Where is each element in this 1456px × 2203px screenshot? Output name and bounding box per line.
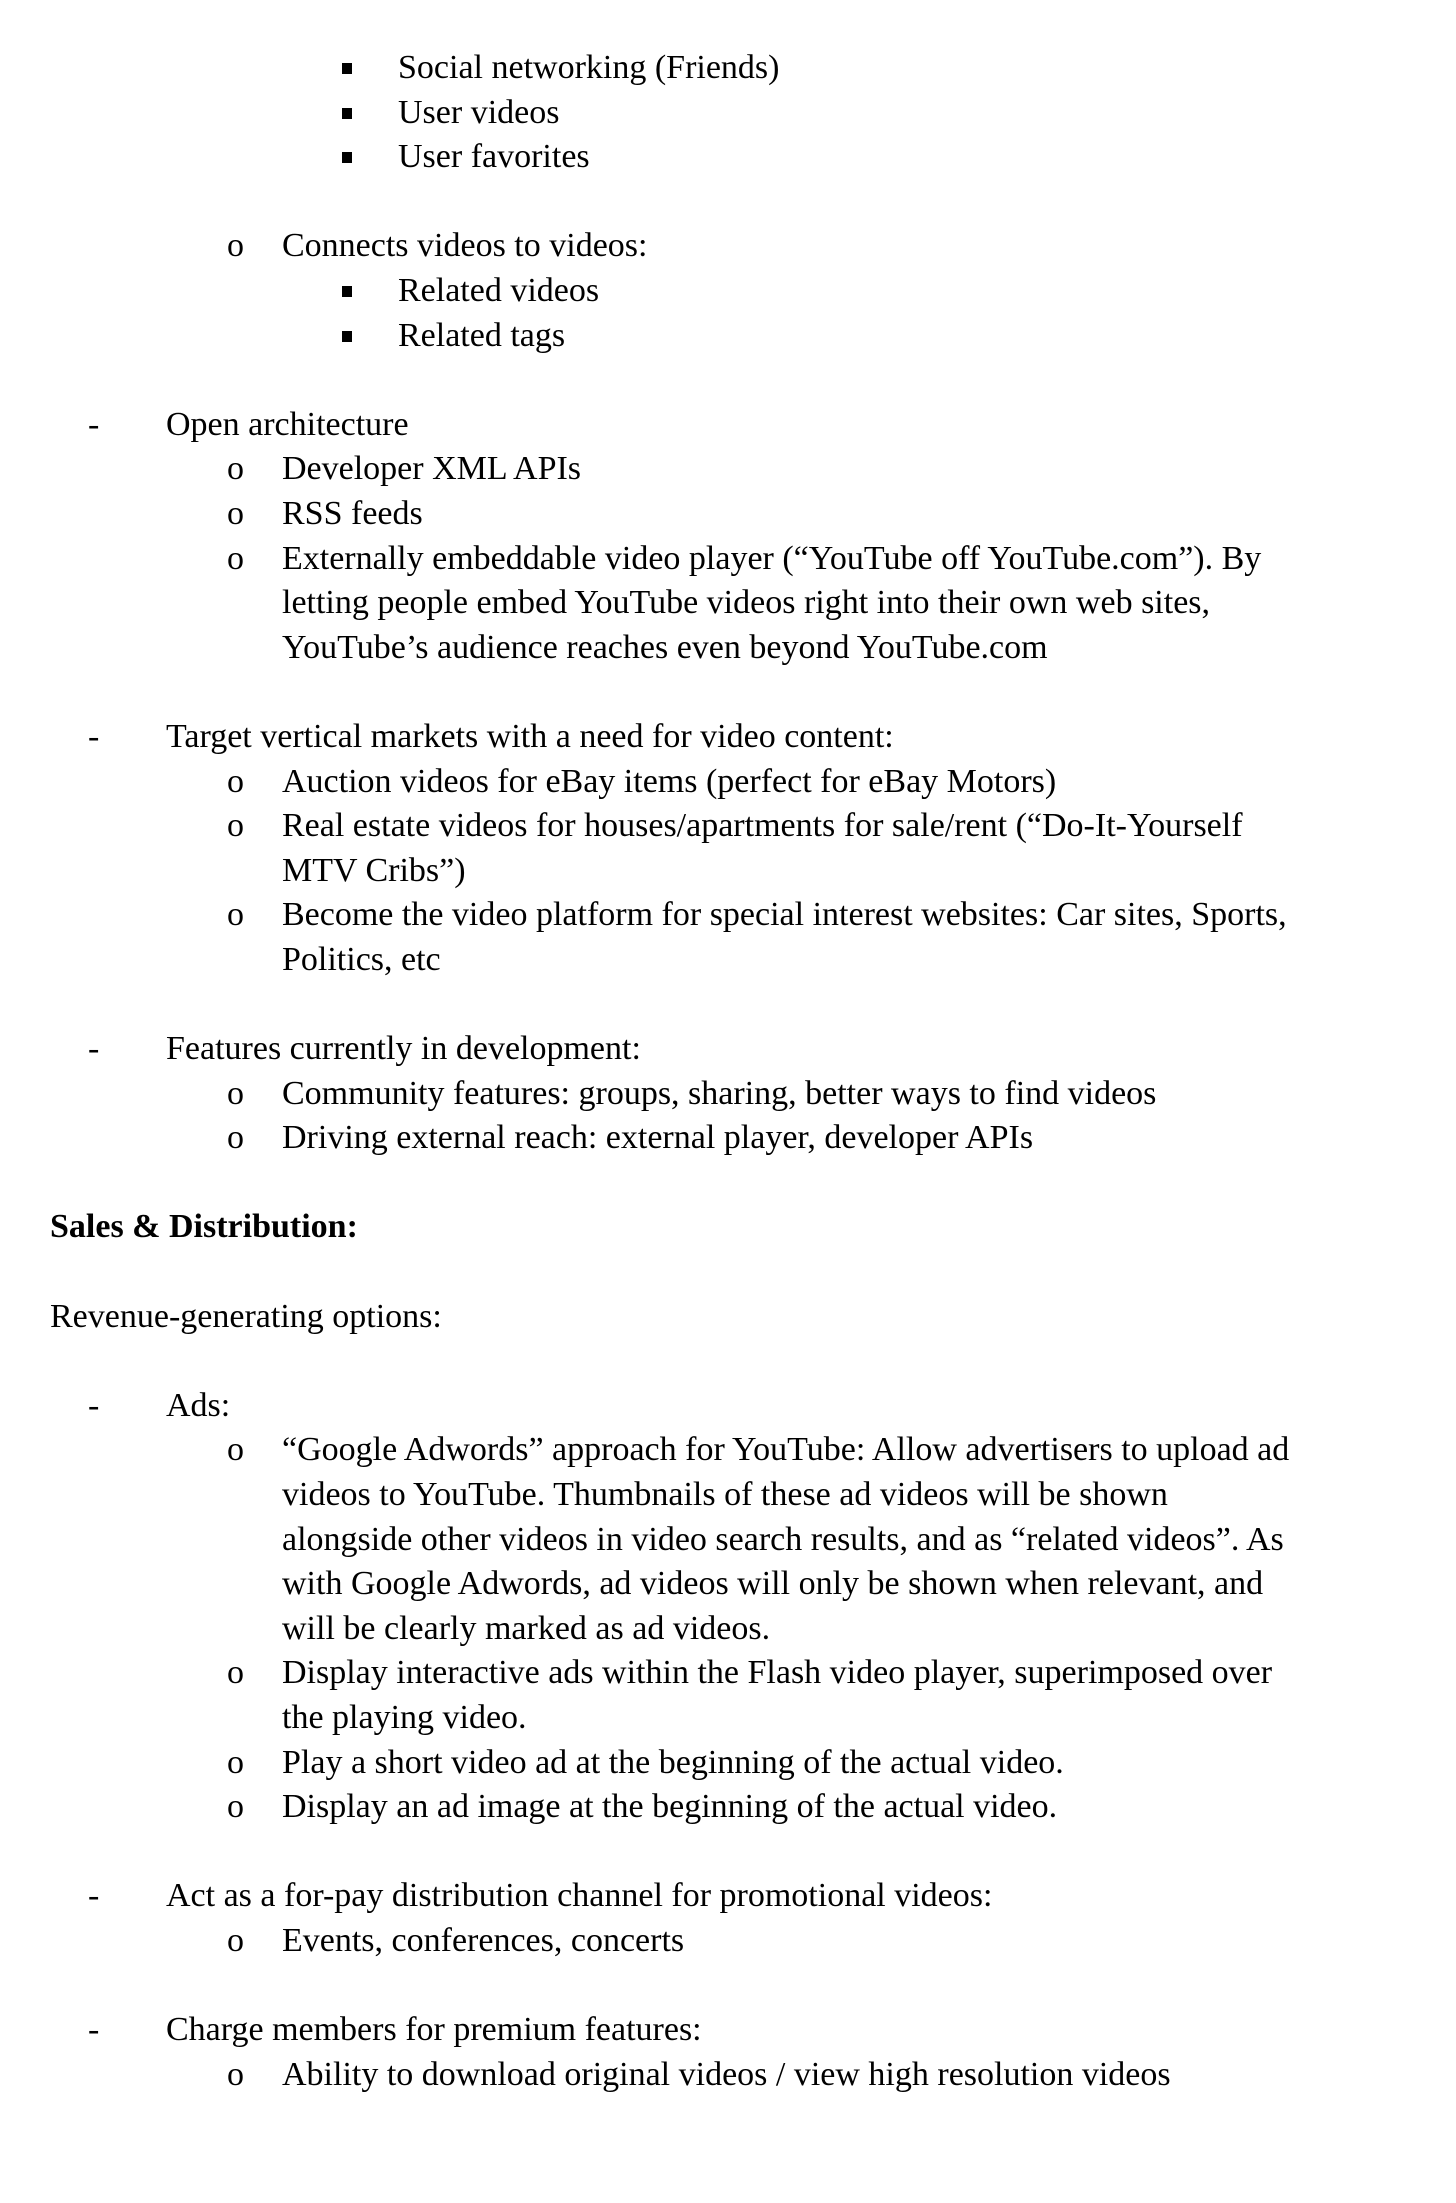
list-item-level1 bbox=[0, 2008, 1456, 2053]
circle-bullet: o bbox=[227, 1788, 244, 1826]
list-item-level3 bbox=[0, 46, 1456, 91]
blank-line bbox=[0, 1161, 1456, 1206]
line-text: Act as a for-pay distribution channel for promotional videos: bbox=[166, 1877, 993, 1915]
paragraph-line bbox=[0, 1295, 1456, 1340]
list-item-level2 bbox=[0, 1651, 1456, 1696]
square-bullet-icon bbox=[342, 152, 352, 163]
list-item-level2-continuation bbox=[0, 1562, 1456, 1607]
list-item-level1 bbox=[0, 715, 1456, 760]
circle-bullet: o bbox=[227, 1921, 244, 1959]
blank-line bbox=[0, 1830, 1456, 1875]
circle-bullet: o bbox=[227, 539, 244, 577]
line-text: Real estate videos for houses/apartments for sale/rent (“Do-It-Yourself bbox=[282, 807, 1243, 845]
list-item-level2 bbox=[0, 492, 1456, 537]
list-item-level2-continuation bbox=[0, 1607, 1456, 1652]
blank-line bbox=[0, 982, 1456, 1027]
list-item-level2 bbox=[0, 804, 1456, 849]
list-item-level2 bbox=[0, 447, 1456, 492]
circle-bullet: o bbox=[227, 1119, 244, 1157]
line-text: videos to YouTube. Thumbnails of these ad videos will be shown bbox=[282, 1476, 1168, 1513]
blank-line bbox=[0, 1250, 1456, 1295]
square-bullet-icon bbox=[342, 63, 352, 74]
list-item-level1 bbox=[0, 1874, 1456, 1919]
list-item-level3 bbox=[0, 269, 1456, 314]
dash-bullet: - bbox=[88, 1386, 100, 1424]
line-text: Politics, etc bbox=[282, 940, 441, 978]
square-bullet-icon bbox=[342, 331, 352, 342]
line-text: Target vertical markets with a need for video content: bbox=[166, 717, 894, 755]
circle-bullet: o bbox=[227, 2055, 244, 2093]
circle-bullet: o bbox=[227, 494, 244, 532]
line-text: Become the video platform for special interest websites: Car sites, Sports, bbox=[282, 896, 1287, 934]
line-text: User videos bbox=[398, 93, 560, 131]
blank-line bbox=[0, 1339, 1456, 1384]
list-item-level2 bbox=[0, 1919, 1456, 1964]
line-text: Connects videos to videos: bbox=[282, 227, 648, 265]
line-text: Externally embeddable video player (“YouTube off YouTube.com”). By bbox=[282, 539, 1262, 577]
line-text: Developer XML APIs bbox=[282, 450, 582, 488]
line-text: User favorites bbox=[398, 138, 590, 176]
list-item-level2 bbox=[0, 224, 1456, 269]
list-item-level2 bbox=[0, 537, 1456, 582]
square-bullet-icon bbox=[342, 108, 352, 119]
line-text: the playing video. bbox=[282, 1698, 527, 1736]
circle-bullet: o bbox=[227, 1654, 244, 1692]
dash-bullet: - bbox=[88, 717, 100, 755]
list-item-level2-continuation bbox=[0, 581, 1456, 626]
line-text: Revenue-generating options: bbox=[50, 1297, 442, 1335]
line-text: Display an ad image at the beginning of the actual video. bbox=[282, 1788, 1058, 1826]
line-text: Ability to download original videos / view high resolution videos bbox=[282, 2055, 1171, 2093]
section-heading bbox=[0, 1205, 1456, 1250]
circle-bullet: o bbox=[227, 450, 244, 488]
line-text: will be clearly marked as ad videos. bbox=[282, 1609, 771, 1647]
list-item-level1 bbox=[0, 1384, 1456, 1429]
line-text: Auction videos for eBay items (perfect for eBay Motors) bbox=[282, 762, 1057, 800]
list-item-level2 bbox=[0, 1428, 1456, 1473]
line-text: Ads: bbox=[166, 1386, 231, 1424]
line-text: alongside other videos in video search results, and as “related videos”. As bbox=[282, 1520, 1284, 1558]
blank-line bbox=[0, 1964, 1456, 2009]
circle-bullet: o bbox=[227, 896, 244, 934]
list-item-level2 bbox=[0, 893, 1456, 938]
line-text: Features currently in development: bbox=[166, 1030, 641, 1068]
list-item-level2-continuation bbox=[0, 849, 1456, 894]
line-text: Events, conferences, concerts bbox=[282, 1921, 685, 1959]
list-item-level1 bbox=[0, 403, 1456, 448]
list-item-level2-continuation bbox=[0, 1696, 1456, 1741]
document-page bbox=[0, 46, 1456, 2097]
list-item-level2-continuation bbox=[0, 1473, 1456, 1518]
circle-bullet: o bbox=[227, 762, 244, 800]
circle-bullet: o bbox=[227, 807, 244, 845]
blank-line bbox=[0, 180, 1456, 225]
line-text: “Google Adwords” approach for YouTube: Allow advertisers to upload ad bbox=[282, 1431, 1290, 1469]
list-item-level2 bbox=[0, 1072, 1456, 1117]
circle-bullet: o bbox=[227, 1431, 244, 1469]
list-item-level3 bbox=[0, 135, 1456, 180]
list-item-level2 bbox=[0, 1116, 1456, 1161]
circle-bullet: o bbox=[227, 227, 244, 265]
circle-bullet: o bbox=[227, 1074, 244, 1112]
line-text: Sales & Distribution: bbox=[50, 1208, 358, 1246]
dash-bullet: - bbox=[88, 2011, 100, 2049]
line-text: with Google Adwords, ad videos will only be shown when relevant, and bbox=[282, 1565, 1264, 1603]
line-text: Play a short video ad at the beginning of the actual video. bbox=[282, 1743, 1064, 1781]
list-item-level2 bbox=[0, 1741, 1456, 1786]
line-text: Open architecture bbox=[166, 405, 409, 443]
dash-bullet: - bbox=[88, 405, 100, 443]
list-item-level2-continuation bbox=[0, 938, 1456, 983]
list-item-level2 bbox=[0, 2053, 1456, 2098]
blank-line bbox=[0, 358, 1456, 403]
line-text: Driving external reach: external player, developer APIs bbox=[282, 1119, 1034, 1157]
list-item-level2-continuation bbox=[0, 1518, 1456, 1563]
circle-bullet: o bbox=[227, 1743, 244, 1781]
line-text: RSS feeds bbox=[282, 494, 423, 532]
blank-line bbox=[0, 670, 1456, 715]
line-text: Charge members for premium features: bbox=[166, 2011, 702, 2049]
line-text: Display interactive ads within the Flash video player, superimposed over bbox=[282, 1654, 1273, 1692]
dash-bullet: - bbox=[88, 1030, 100, 1068]
line-text: MTV Cribs”) bbox=[282, 851, 466, 889]
line-text: letting people embed YouTube videos right into their own web sites, bbox=[282, 584, 1211, 622]
list-item-level3 bbox=[0, 314, 1456, 359]
list-item-level3 bbox=[0, 91, 1456, 136]
line-text: Social networking (Friends) bbox=[398, 49, 780, 86]
list-item-level1 bbox=[0, 1027, 1456, 1072]
list-item-level2 bbox=[0, 1785, 1456, 1830]
list-item-level2-continuation bbox=[0, 626, 1456, 671]
line-text: Community features: groups, sharing, better ways to find videos bbox=[282, 1074, 1157, 1112]
list-item-level2 bbox=[0, 760, 1456, 805]
dash-bullet: - bbox=[88, 1877, 100, 1915]
line-text: YouTube’s audience reaches even beyond YouTube.com bbox=[282, 628, 1048, 666]
line-text: Related videos bbox=[398, 271, 600, 309]
square-bullet-icon bbox=[342, 286, 352, 297]
line-text: Related tags bbox=[398, 316, 566, 354]
